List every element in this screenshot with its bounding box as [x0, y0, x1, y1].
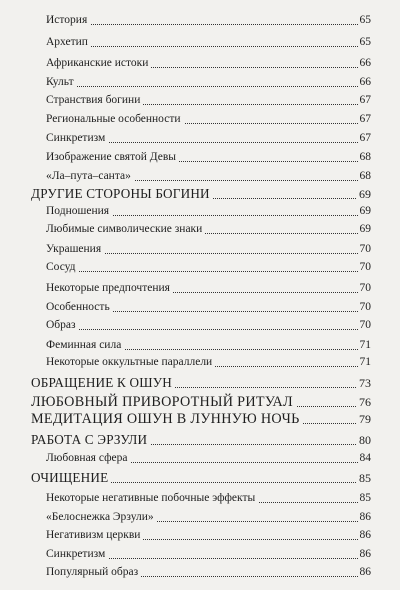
toc-page-number: 71: [359, 356, 371, 368]
toc-entry-title: Некоторые оккультные параллели: [46, 354, 215, 370]
toc-page-number: 73: [359, 376, 371, 390]
toc-page-number: 66: [359, 76, 371, 88]
toc-entry-title: Особенность: [46, 299, 113, 315]
toc-page-number: 84: [359, 452, 371, 464]
toc-page-number: 67: [359, 94, 371, 106]
toc-page-number: 71: [359, 339, 371, 351]
toc-entry: [0, 221, 400, 243]
toc-page-number: 80: [359, 433, 371, 447]
toc-page-number: 65: [359, 14, 371, 26]
toc-page-number: 66: [359, 57, 371, 69]
toc-entry-title: Феминная сила: [46, 337, 124, 353]
toc-page-number: 70: [359, 261, 371, 273]
toc-page-number: 68: [359, 151, 371, 163]
toc-entry: [0, 410, 400, 432]
toc-page-number: 70: [359, 319, 371, 331]
toc-entry: [0, 564, 400, 586]
toc-entry-title: Архетип: [46, 34, 91, 50]
dot-leader: [46, 271, 362, 272]
toc-entry-title: «Белоснежка Эрзули»: [46, 509, 157, 525]
toc-entry-title: Подношения: [46, 203, 112, 219]
dot-leader: [46, 329, 362, 330]
dot-leader: [46, 86, 362, 87]
toc-entry-title: «Ла–пута–санта»: [46, 168, 134, 184]
toc-entry-title: Образ: [46, 317, 79, 333]
toc-entry-title: МЕДИТАЦИЯ ОШУН В ЛУННУЮ НОЧЬ: [31, 410, 303, 428]
toc-entry: [0, 34, 400, 56]
toc-entry-title: Любимые символические знаки: [46, 221, 205, 237]
toc-page-number: 86: [359, 548, 371, 560]
toc-entry-title: ДРУГИЕ СТОРОНЫ БОГИНИ: [31, 185, 213, 203]
toc-entry-title: Украшения: [46, 241, 104, 257]
toc-page-number: 67: [359, 132, 371, 144]
toc-page-number: 86: [359, 511, 371, 523]
toc-entry: [0, 12, 400, 34]
toc-page-number: 76: [359, 395, 371, 409]
dot-leader: [46, 24, 362, 25]
toc-page-number: 79: [359, 412, 371, 426]
toc-entry-title: РАБОТА С ЭРЗУЛИ: [31, 431, 150, 449]
toc-page-number: 67: [359, 113, 371, 125]
toc-entry-title: Некоторые предпочтения: [46, 280, 173, 296]
toc-entry-title: Изображение святой Девы: [46, 149, 179, 165]
toc-page-number: 70: [359, 243, 371, 255]
toc-page-number: 65: [359, 36, 371, 48]
toc-page-number: 70: [359, 301, 371, 313]
toc-entry-title: Странствия богини: [46, 92, 143, 108]
toc-entry-title: История: [46, 12, 90, 28]
toc-entry-title: Синкретизм: [46, 546, 108, 562]
toc-entry-title: ЛЮБОВНЫЙ ПРИВОРОТНЫЙ РИТУАЛ: [31, 393, 296, 411]
toc-entry-title: Африканские истоки: [46, 55, 151, 71]
toc-page-number: 85: [359, 492, 371, 504]
toc-page-number: 85: [359, 471, 371, 485]
toc-page-number: 68: [359, 170, 371, 182]
toc-page-number: 69: [359, 205, 371, 217]
toc-page-number: 86: [359, 529, 371, 541]
toc-entry-title: Сосуд: [46, 259, 79, 275]
toc-entry-title: Региональные особенности: [46, 111, 184, 127]
toc-entry-title: ОЧИЩЕНИЕ: [31, 469, 111, 487]
toc-entry-title: Любовная сфера: [46, 450, 131, 466]
toc-entry: [0, 354, 400, 376]
toc-page-number: 86: [359, 566, 371, 578]
toc-entry: [0, 469, 400, 491]
toc-entry-title: Негативизм церкви: [46, 527, 143, 543]
toc-entry-title: Синкретизм: [46, 130, 108, 146]
toc-entry-title: Некоторые негативные побочные эффекты: [46, 490, 258, 506]
dot-leader: [46, 46, 362, 47]
toc-entry-title: Популярный образ: [46, 564, 141, 580]
toc-entry-title: ОБРАЩЕНИЕ К ОШУН: [31, 374, 175, 392]
toc-entry: [0, 259, 400, 281]
toc-page-number: 69: [359, 223, 371, 235]
toc-page-number: 70: [359, 282, 371, 294]
toc-page-number: 69: [359, 187, 371, 201]
toc-entry: [0, 317, 400, 339]
toc-entry-title: Культ: [46, 74, 77, 90]
